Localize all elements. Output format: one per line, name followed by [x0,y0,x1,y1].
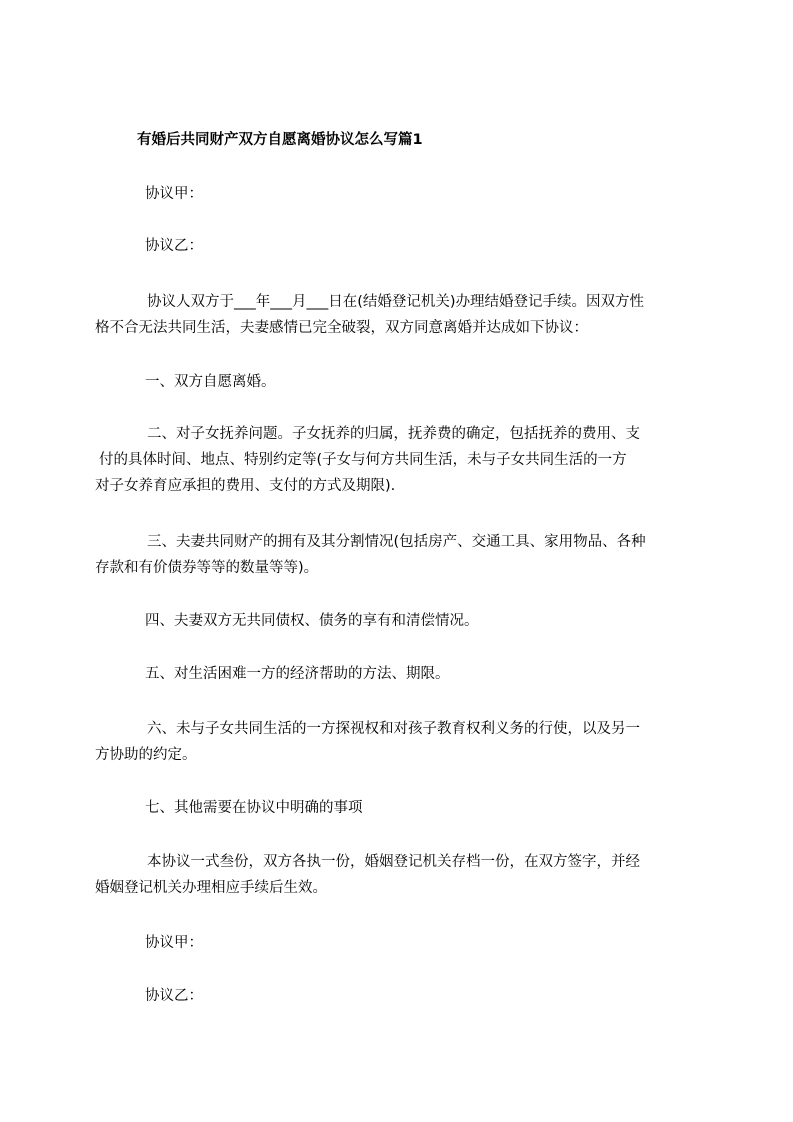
clause-2 [95,421,640,499]
clause-6 [95,716,640,768]
party-a-label-top: 协议甲： [145,186,203,202]
party-b-label-top: 协议乙： [145,238,203,254]
intro-paragraph [95,289,644,341]
clause-6-line-1: 六、未与子女共同生活的一方探视权和对孩子教育权利义务的行使，以及另一 [147,721,640,737]
intro-line-2: 格不合无法共同生活，夫妻感情已完全破裂，双方同意离婚并达成如下协议： [95,320,588,336]
clause-2-line-3: 对子女养育应承担的费用、支付的方式及期限). [95,478,396,494]
clause-3 [95,529,646,581]
clause-7: 七、其他需要在协议中明确的事项 [145,800,363,816]
clause-3-line-1: 三、夫妻共同财产的拥有及其分割情况(包括房产、交通工具、家用物品、各种 [147,534,646,550]
party-b-label-bottom: 协议乙： [145,988,203,1004]
clause-2-line-1: 二、对子女抚养问题。子女抚养的归属，抚养费的确定，包括抚养的费用、支 [147,426,640,442]
clause-1: 一、双方自愿离婚。 [145,374,276,390]
clause-6-line-2: 方协助的约定。 [95,747,197,763]
closing-line-2: 婚姻登记机关办理相应手续后生效。 [95,880,327,896]
document-title: 有婚后共同财产双方自愿离婚协议怎么写篇1 [137,132,423,148]
clause-3-line-2: 存款和有价债券等等的数量等等)。 [95,560,319,576]
closing-paragraph [95,849,640,901]
clause-2-line-2: 付的具体时间、地点、特别约定等(子女与何方共同生活，未与子女共同生活的一方 [99,452,627,468]
closing-line-1: 本协议一式叁份，双方各执一份，婚姻登记机关存档一份，在双方签字，并经 [147,854,640,870]
clause-5: 五、对生活困难一方的经济帮助的方法、期限。 [145,666,450,682]
intro-line-1: 协议人双方于___年___月___日在(结婚登记机关)办理结婚登记手续。因双方性 [147,294,645,310]
party-a-label-bottom: 协议甲： [145,935,203,951]
clause-4: 四、夫妻双方无共同债权、债务的享有和清偿情况。 [145,613,479,629]
